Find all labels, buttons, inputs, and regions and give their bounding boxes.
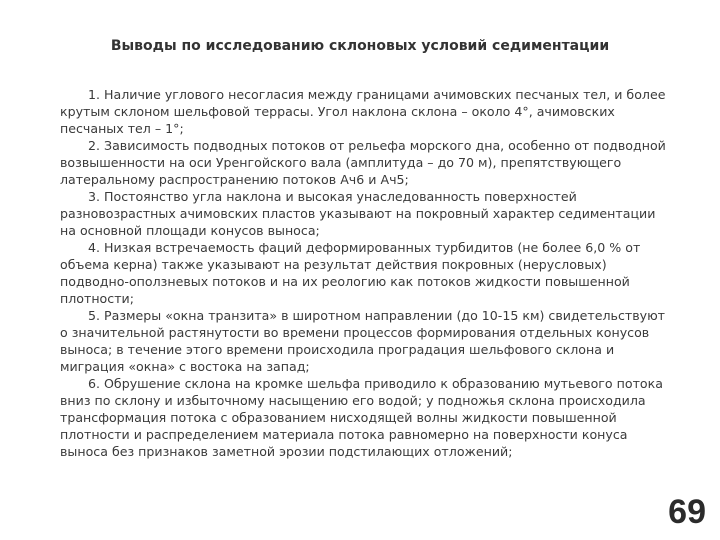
conclusion-item-1: 1. Наличие углового несогласия между границами ачимовских песчаных тел, и более крутым склоном шельфовой террасы. Угол наклона склона – около 4°, ачимовских песчаных тел – 1°; [60, 87, 666, 136]
conclusions-list [60, 86, 672, 460]
slide-number: 69 [668, 493, 706, 531]
conclusion-item-5: 5. Размеры «окна транзита» в широтном направлении (до 10-15 км) свидетельствуют о значительной растянутости во времени процессов формирования отдельных конусов выноса; в течение этого времени происходила проградация шельфового склона и миграция «окна» с востока на запад; [60, 308, 666, 374]
slide-title: Выводы по исследованию склоновых условий седиментации [110, 38, 610, 54]
conclusion-item-4: 4. Низкая встречаемость фаций деформированных турбидитов (не более 6,0 % от объема керна) также указывают на результат действия покровных (нерусловых) подводно-оползневых потоков и на их реологию как потоков жидкости повышенной плотности; [60, 240, 641, 306]
conclusion-item-2: 2. Зависимость подводных потоков от рельефа морского дна, особенно от подводной возвышенности на оси Уренгойского вала (амплитуда – до 70 м), препятствующего латеральному распространению потоков Ач6 и Ач5; [60, 138, 666, 187]
conclusion-item-3: 3. Постоянство угла наклона и высокая унаследованность поверхностей разновозрастных ачимовских пластов указывают на покровный характер седиментации на основной площади конусов выноса; [60, 189, 656, 238]
conclusion-item-6: 6. Обрушение склона на кромке шельфа приводило к образованию мутьевого потока вниз по склону и избыточному насыщению его водой; у подножья склона происходила трансформация потока с образованием нисходящей волны жидкости повышенной плотности и распределением материала потока равномерно на поверхности конуса выноса без признаков заметной эрозии подстилающих отложений; [60, 376, 663, 459]
